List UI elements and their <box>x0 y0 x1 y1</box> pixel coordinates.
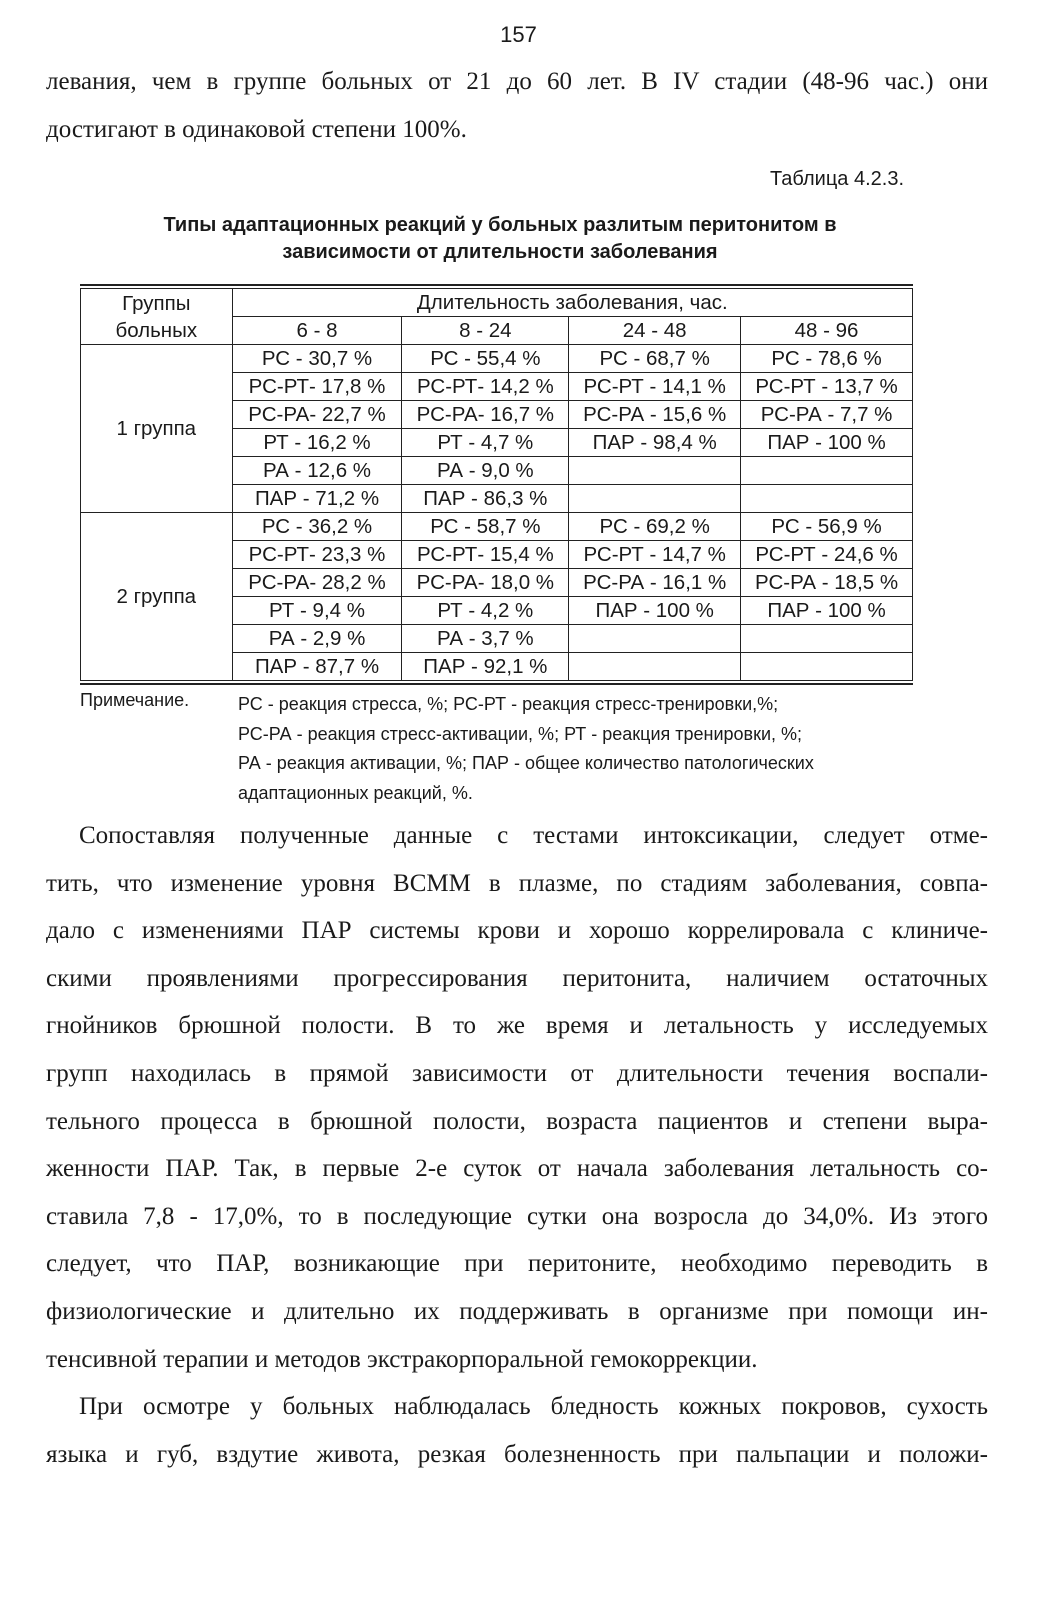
text-line: следует, что ПАР, возникающие при перитоните, необходимо переводить в <box>46 1250 988 1278</box>
table-cell: РС-РТ - 24,6 % <box>741 541 913 569</box>
text-line: ставила 7,8 - 17,0%, то в последующие сутки она возросла до 34,0%. Из этого <box>46 1202 988 1230</box>
table-row <box>81 345 913 373</box>
table-cell <box>569 653 741 681</box>
table-cell: РС-РА- 16,7 % <box>402 401 569 429</box>
column-header: 6 - 8 <box>232 317 402 345</box>
group-name-cell: 1 группа <box>81 345 233 513</box>
last-paragraph <box>46 1383 988 1478</box>
table-cell: РС-РТ- 17,8 % <box>232 373 402 401</box>
group-header-line: больных <box>115 318 198 342</box>
table-cell: РС-РА - 18,5 % <box>741 569 913 597</box>
table-cell: РА - 3,7 % <box>402 625 569 653</box>
text-line: тить, что изменение уровня ВСММ в плазме, по стадиям заболевания, совпа- <box>46 869 988 897</box>
table-cell: ПАР - 86,3 % <box>402 485 569 513</box>
column-header: 48 - 96 <box>741 317 913 345</box>
table-cell <box>569 485 741 513</box>
table-cell <box>569 457 741 485</box>
table-title-line: зависимости от длительности заболевания <box>282 241 718 263</box>
table-cell: ПАР - 100 % <box>569 597 741 625</box>
header-row <box>81 289 913 317</box>
table-cell <box>569 625 741 653</box>
intro-paragraph <box>46 58 988 153</box>
table-cell <box>741 625 913 653</box>
table-cell <box>741 457 913 485</box>
table-cell: РТ - 4,7 % <box>402 429 569 457</box>
table-cell: РС - 78,6 % <box>741 345 913 373</box>
note-label: Примечание. <box>80 690 190 710</box>
group-header-line: Группы <box>122 291 191 315</box>
note-line: РА - реакция активации, %; ПАР - общее количество патологических <box>238 753 814 774</box>
table-row <box>81 513 913 541</box>
table-cell: РС - 30,7 % <box>232 345 402 373</box>
table-cell <box>741 653 913 681</box>
group-name-cell: 2 группа <box>81 513 233 681</box>
table-cell: РС - 36,2 % <box>232 513 402 541</box>
table-title-line: Типы адаптационных реакций у больных разлитым перитонитом в <box>163 214 837 236</box>
table-cell: ПАР - 87,7 % <box>232 653 402 681</box>
table-cell: РА - 9,0 % <box>402 457 569 485</box>
text-line: тенсивной терапии и методов экстракорпоральной гемокоррекции. <box>46 1345 758 1373</box>
table-title <box>70 212 930 266</box>
text-line: языка и губ, вздутие живота, резкая болезненность при пальпации и положи- <box>46 1440 988 1468</box>
table-cell: РТ - 4,2 % <box>402 597 569 625</box>
table-cell: РС-РТ- 23,3 % <box>232 541 402 569</box>
column-header: 24 - 48 <box>569 317 741 345</box>
table-cell: РС - 55,4 % <box>402 345 569 373</box>
table-cell: РС-РА- 18,0 % <box>402 569 569 597</box>
table-label: Таблица 4.2.3. <box>769 168 904 190</box>
table-cell: РА - 12,6 % <box>232 457 402 485</box>
text-line: гнойников брюшной полости. В то же время и летальность у исследуемых <box>46 1012 988 1040</box>
column-header: 8 - 24 <box>402 317 569 345</box>
table-cell: РС-РА - 7,7 % <box>741 401 913 429</box>
duration-header: Длительность заболевания, час. <box>232 289 912 317</box>
table-cell <box>741 485 913 513</box>
table-cell: РС-РА - 15,6 % <box>569 401 741 429</box>
table-cell: РС-РТ - 13,7 % <box>741 373 913 401</box>
note-line: адаптационных реакций, %. <box>238 783 473 804</box>
body-paragraph <box>46 812 988 1383</box>
text-line: женности ПАР. Так, в первые 2-е суток от начала заболевания летальность со- <box>46 1155 988 1183</box>
text-line: При осмотре у больных наблюдалась бледность кожных покровов, сухость <box>79 1393 988 1420</box>
text-line: групп находилась в прямой зависимости от длительности течения воспали- <box>46 1059 988 1087</box>
table-cell: РС-РА- 22,7 % <box>232 401 402 429</box>
table-cell: РС-РА- 28,2 % <box>232 569 402 597</box>
text-line: Сопоставляя полученные данные с тестами интоксикации, следует отме- <box>79 822 988 849</box>
text-line: дало с изменениями ПАР системы крови и хорошо коррелировала с клиниче- <box>46 917 988 945</box>
table-cell: РС - 69,2 % <box>569 513 741 541</box>
table-cell: РС-РТ- 14,2 % <box>402 373 569 401</box>
note-line: РС-РА - реакция стресс-активации, %; РТ - реакция тренировки, %; <box>238 723 803 744</box>
table-cell: РС-РТ- 15,4 % <box>402 541 569 569</box>
table-cell: ПАР - 100 % <box>741 429 913 457</box>
table-cell: РС - 56,9 % <box>741 513 913 541</box>
table-cell: ПАР - 100 % <box>741 597 913 625</box>
table-cell: ПАР - 98,4 % <box>569 429 741 457</box>
text-line: скими проявлениями прогрессирования перитонита, наличием остаточных <box>46 964 988 992</box>
table-cell: РС-РТ - 14,7 % <box>569 541 741 569</box>
text-line: физиологические и длительно их поддерживать в организме при помощи ин- <box>46 1297 988 1325</box>
text-line: тельного процесса в брюшной полости, возраста пациентов и степени выра- <box>46 1107 988 1135</box>
note-line: РС - реакция стресса, %; РС-РТ - реакция стресс-тренировки,%; <box>238 694 779 714</box>
table-cell: ПАР - 71,2 % <box>232 485 402 513</box>
table-cell: РА - 2,9 % <box>232 625 402 653</box>
note-text <box>238 690 918 809</box>
table-cell: РТ - 9,4 % <box>232 597 402 625</box>
table-bottom-rule <box>80 683 913 687</box>
table-cell: РС - 68,7 % <box>569 345 741 373</box>
data-table <box>80 288 913 681</box>
page-number: 157 <box>500 22 537 47</box>
table-cell: РС - 58,7 % <box>402 513 569 541</box>
table-cell: ПАР - 92,1 % <box>402 653 569 681</box>
table-cell: РС-РА - 16,1 % <box>569 569 741 597</box>
text-line: левания, чем в группе больных от 21 до 60 лет. В IV стадии (48-96 час.) они <box>46 68 988 95</box>
text-line: достигают в одинаковой степени 100%. <box>46 115 467 143</box>
table-cell: РТ - 16,2 % <box>232 429 402 457</box>
group-header-cell <box>81 289 233 345</box>
table-cell: РС-РТ - 14,1 % <box>569 373 741 401</box>
